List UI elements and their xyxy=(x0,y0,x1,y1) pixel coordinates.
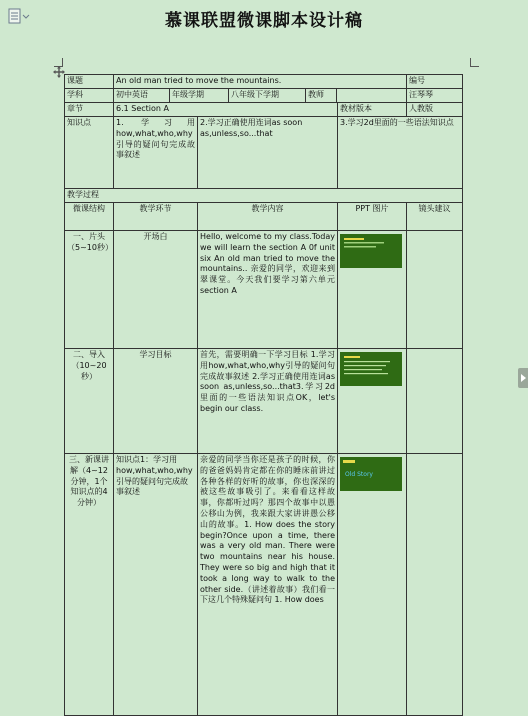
table-row xyxy=(65,231,463,349)
topic-value[interactable]: An old man tried to move the mountains. xyxy=(114,75,407,89)
table-row xyxy=(65,117,463,189)
header-ppt: PPT 图片 xyxy=(338,203,407,231)
knowledge-point-3[interactable]: 3.学习2d里面的一些语法知识点 xyxy=(338,117,463,189)
row-structure: 二、导入（10~20秒） xyxy=(65,349,114,454)
table-row xyxy=(65,189,463,203)
process-label: 教学过程 xyxy=(65,189,463,203)
grade-value[interactable]: 八年级下学期 xyxy=(229,89,306,102)
side-panel-toggle[interactable] xyxy=(518,368,528,388)
header-stage: 教学环节 xyxy=(114,203,198,231)
header-structure: 微课结构 xyxy=(65,203,114,231)
knowledge-point-1[interactable]: 1. 学习用how,what,who,why引导的疑问句完成故事叙述 xyxy=(114,117,198,189)
ppt-cell xyxy=(338,349,407,454)
row-content[interactable]: 首先，需要明确一下学习目标 1.学习用how,what,who,why引导的疑问句完成故事叙述 2.学习正确使用连词as soon as,unless,so...that3.学习2d里面的一些语法知识点OK，let's begin our class. xyxy=(198,349,338,454)
row-structure: 一、片头（5~10秒） xyxy=(65,231,114,349)
header-camera: 镜头建议 xyxy=(407,203,463,231)
chapter-label: 章节 xyxy=(65,103,114,117)
knowledge-point-2[interactable]: 2.学习正确使用连词as soon as,unless,so...that xyxy=(198,117,338,189)
ppt-thumbnail[interactable] xyxy=(340,352,402,386)
table-row xyxy=(65,103,463,117)
table-row xyxy=(65,454,463,716)
number-label: 编号 xyxy=(407,75,463,89)
table-row xyxy=(65,349,463,454)
corner-mark xyxy=(470,58,479,67)
ppt-cell xyxy=(338,231,407,349)
teacher-value[interactable]: 汪琴琴 xyxy=(407,89,463,103)
ppt-label: Old Story xyxy=(345,471,373,478)
ppt-thumbnail[interactable] xyxy=(340,234,402,268)
table-header-row xyxy=(65,203,463,231)
lesson-script-table xyxy=(64,74,463,716)
grade-label: 年级学期 xyxy=(170,89,229,102)
row-structure: 三、新课讲解（4~12分钟，1个知识点的4分钟） xyxy=(65,454,114,716)
topic-label: 课题 xyxy=(65,75,114,89)
number-value[interactable] xyxy=(337,89,407,102)
teacher-label: 教师 xyxy=(306,89,337,102)
row-camera[interactable] xyxy=(407,349,463,454)
header-content: 教学内容 xyxy=(198,203,338,231)
row-content[interactable]: 亲爱的同学当你还是孩子的时候，你的爸爸妈妈肯定都在你的睡床前讲过各种各样的好听的故事，你也深深的被这些故事吸引了。来看看这样故事，你都听过吗？那四个故事中以愚公移山为例，我来跟大家讲讲愚公移山的故事。1. How does the story begin?Once upon a time, there was a very old man. There were two mountains near his house. They were so big and high that it took a long way to walk to the other side.（讲述着故事）我们看一下这几个特殊疑问句 1. How does xyxy=(198,454,338,716)
subject-value[interactable]: 初中英语 xyxy=(114,89,170,102)
row-stage: 开场白 xyxy=(114,231,198,349)
table-row xyxy=(65,89,463,103)
version-value[interactable]: 人教版 xyxy=(407,103,463,117)
knowledge-label: 知识点 xyxy=(65,117,114,189)
ppt-cell xyxy=(338,454,407,716)
row-stage: 知识点1：学习用how,what,who,why引导的疑问句完成故事叙述 xyxy=(114,454,198,716)
row-stage: 学习目标 xyxy=(114,349,198,454)
ppt-thumbnail[interactable] xyxy=(340,457,402,491)
table-row xyxy=(65,75,463,89)
row-content[interactable]: Hello, welcome to my class.Today we will learn the section A 0f unit six An old man tried to move the mountains.. 亲爱的同学，欢迎来到翠课堂。今天我们要学习第六单元section A xyxy=(198,231,338,349)
chapter-value[interactable]: 6.1 Section A xyxy=(114,103,338,117)
version-label: 教材版本 xyxy=(338,103,407,117)
side-tab-arrow-icon xyxy=(520,373,527,383)
row-camera[interactable] xyxy=(407,231,463,349)
row-camera[interactable] xyxy=(407,454,463,716)
subject-label: 学科 xyxy=(65,89,114,103)
page-title: 慕课联盟微课脚本设计稿 xyxy=(165,11,363,31)
